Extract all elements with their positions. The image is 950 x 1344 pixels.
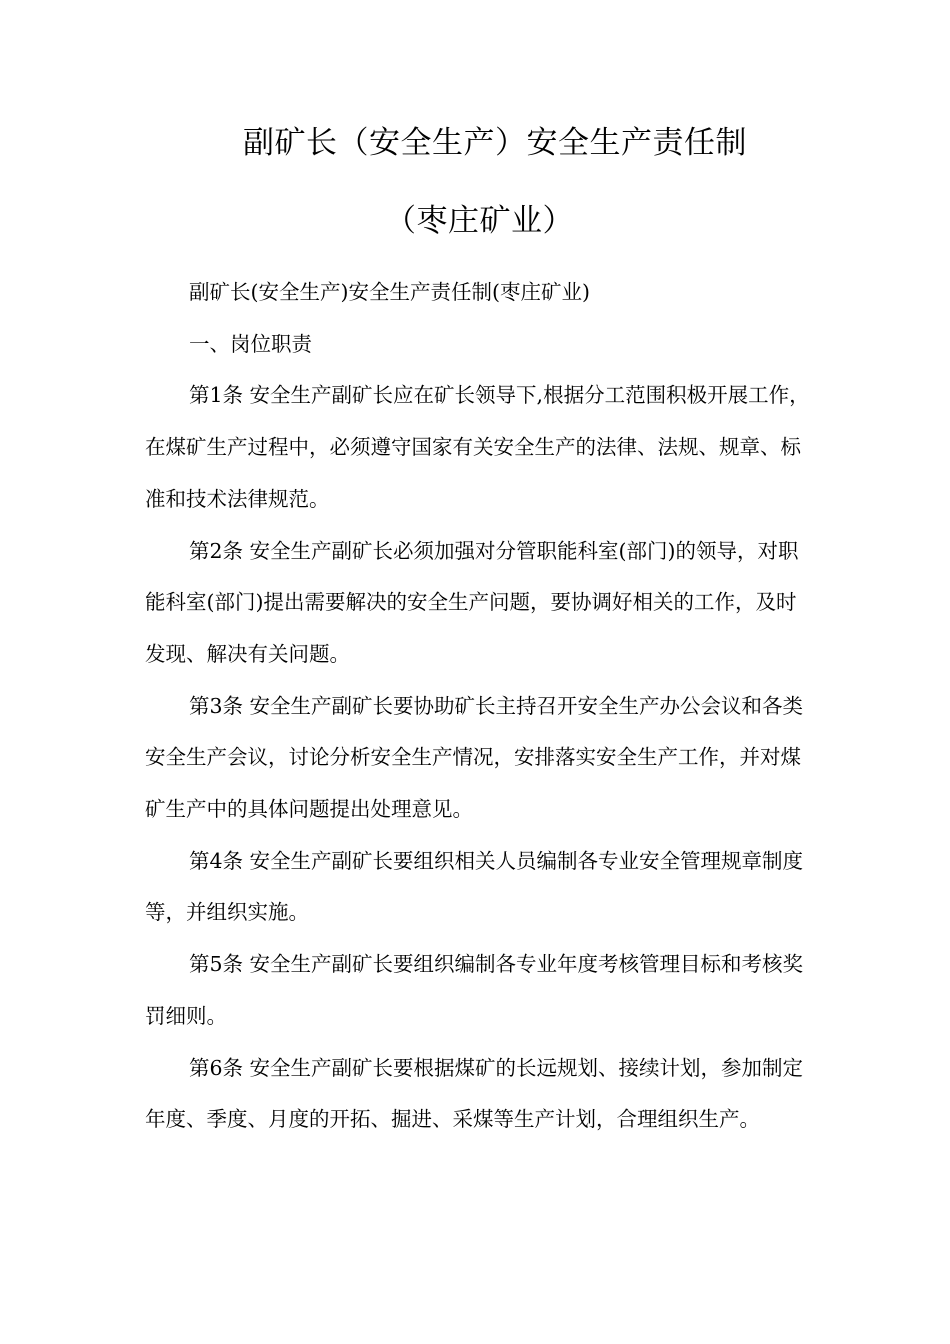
section-heading-duties: 一、岗位职责 <box>189 331 312 356</box>
article-5: 第5条 安全生产副矿长要组织编制各专业年度考核管理目标和考核奖罚细则。 <box>145 952 804 1028</box>
document-title: 副矿长（安全生产）安全生产责任制 <box>243 125 747 161</box>
article-6: 第6条 安全生产副矿长要根据煤矿的长远规划、接续计划，参加制定年度、季度、月度的开拓、掘进、采煤等生产计划，合理组织生产。 <box>145 1055 804 1132</box>
document-body <box>145 267 813 1146</box>
document-subtitle: （枣庄矿业） <box>385 203 574 239</box>
paragraph-heading: 副矿长(安全生产)安全生产责任制(枣庄矿业) <box>189 280 590 304</box>
article-4: 第4条 安全生产副矿长要组织相关人员编制各专业安全管理规章制度等，并组织实施。 <box>145 848 804 925</box>
article-3: 第3条 安全生产副矿长要协助矿长主持召开安全生产办公会议和各类安全生产会议，讨论分析安全生产情况，安排落实安全生产工作，并对煤矿生产中的具体问题提出处理意见。 <box>145 693 804 822</box>
article-1: 第1条 安全生产副矿长应在矿长领导下,根据分工范围积极开展工作，在煤矿生产过程中，必须遵守国家有关安全生产的法律、法规、规章、标准和技术法律规范。 <box>145 383 810 511</box>
article-2: 第2条 安全生产副矿长必须加强对分管职能科室(部门)的领导，对职能科室(部门)提出需要解决的安全生产问题，要协调好相关的工作，及时发现、解决有关问题。 <box>145 538 799 666</box>
